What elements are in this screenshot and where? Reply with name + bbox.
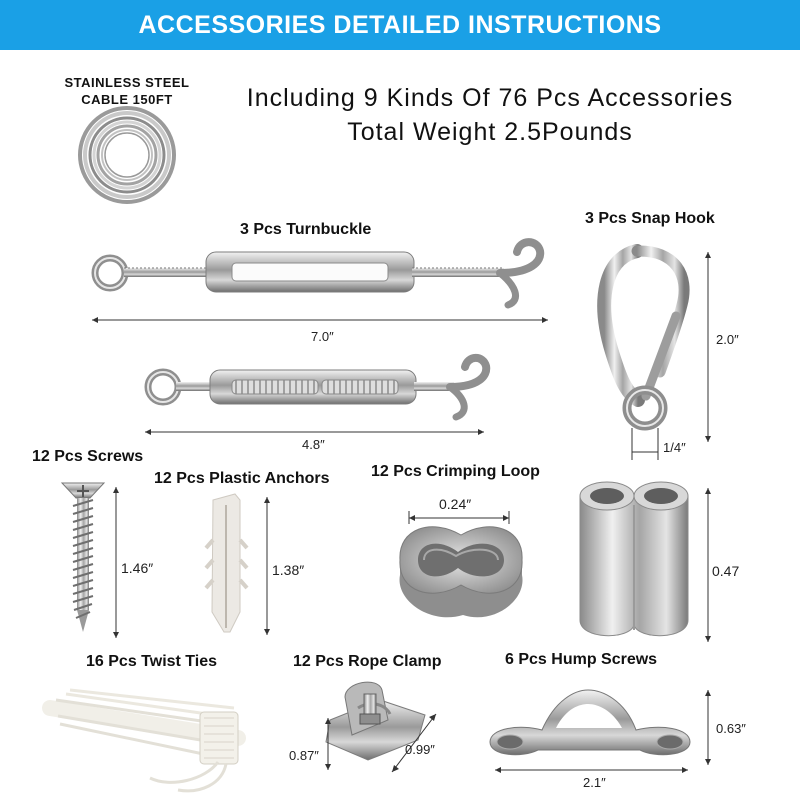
snap-hook-opening-dimension-line [632, 428, 658, 460]
crimping-loop-front-image [400, 527, 523, 617]
turnbuckle-label: 3 Pcs Turnbuckle [240, 221, 372, 238]
twist-ties-image [50, 690, 238, 791]
crimping-loop-width-dimension: 0.24″ [439, 496, 472, 512]
hump-screws-width-dimension: 2.1″ [583, 775, 606, 790]
screw-dimension-line [113, 487, 119, 638]
cable-label-line-1: STAINLESS STEEL [64, 75, 190, 90]
hump-screws-image [490, 690, 690, 755]
hump-screws-height-dimension: 0.63″ [716, 721, 746, 736]
rope-clamp-left-dimension: 0.87″ [289, 748, 319, 763]
turnbuckle-short-dimension: 4.8″ [302, 437, 325, 452]
snap-hook-height-dimension-line [705, 252, 711, 442]
turnbuckle-long-dimension-line [92, 317, 548, 323]
crimping-loop-width-dimension-line [409, 511, 509, 524]
page-title: ACCESSORIES DETAILED INSTRUCTIONS [138, 11, 662, 39]
turnbuckle-long-image [95, 242, 540, 305]
twist-ties-label: 16 Pcs Twist Ties [86, 653, 218, 670]
headline-line-1: Including 9 Kinds Of 76 Pcs Accessories [246, 84, 734, 112]
hump-screws-height-dimension-line [705, 690, 711, 765]
headline-line-2: Total Weight 2.5Pounds [347, 118, 633, 146]
plastic-anchors-dimension: 1.38″ [272, 562, 305, 578]
hump-screws-width-dimension-line [495, 767, 688, 773]
plastic-anchors-label: 12 Pcs Plastic Anchors [154, 470, 330, 487]
snap-hook-height-dimension: 2.0″ [716, 332, 739, 347]
plastic-anchor-image [206, 494, 247, 632]
snap-hook-opening-dimension: 1/4″ [663, 440, 686, 455]
turnbuckle-short-image [148, 358, 486, 417]
cable-coil-image [80, 108, 174, 202]
turnbuckle-short-dimension-line [145, 429, 484, 435]
turnbuckle-long-dimension: 7.0″ [311, 329, 334, 344]
snap-hook-image [604, 251, 684, 426]
hump-screws-label: 6 Pcs Hump Screws [505, 651, 658, 668]
screws-label: 12 Pcs Screws [32, 448, 144, 465]
crimping-loop-side-image [580, 482, 688, 636]
rope-clamp-label: 12 Pcs Rope Clamp [293, 653, 442, 670]
screws-dimension: 1.46″ [121, 560, 154, 576]
crimping-loop-height-dimension: 0.47 [712, 563, 740, 579]
crimping-loop-height-dimension-line [705, 488, 711, 642]
snap-hook-label: 3 Pcs Snap Hook [585, 210, 715, 227]
crimping-loop-label: 12 Pcs Crimping Loop [371, 463, 540, 480]
cable-label-line-2: CABLE 150FT [81, 92, 173, 107]
plastic-anchor-dimension-line [264, 497, 270, 635]
rope-clamp-right-dimension: 0.99″ [405, 742, 435, 757]
screw-image [62, 483, 104, 632]
